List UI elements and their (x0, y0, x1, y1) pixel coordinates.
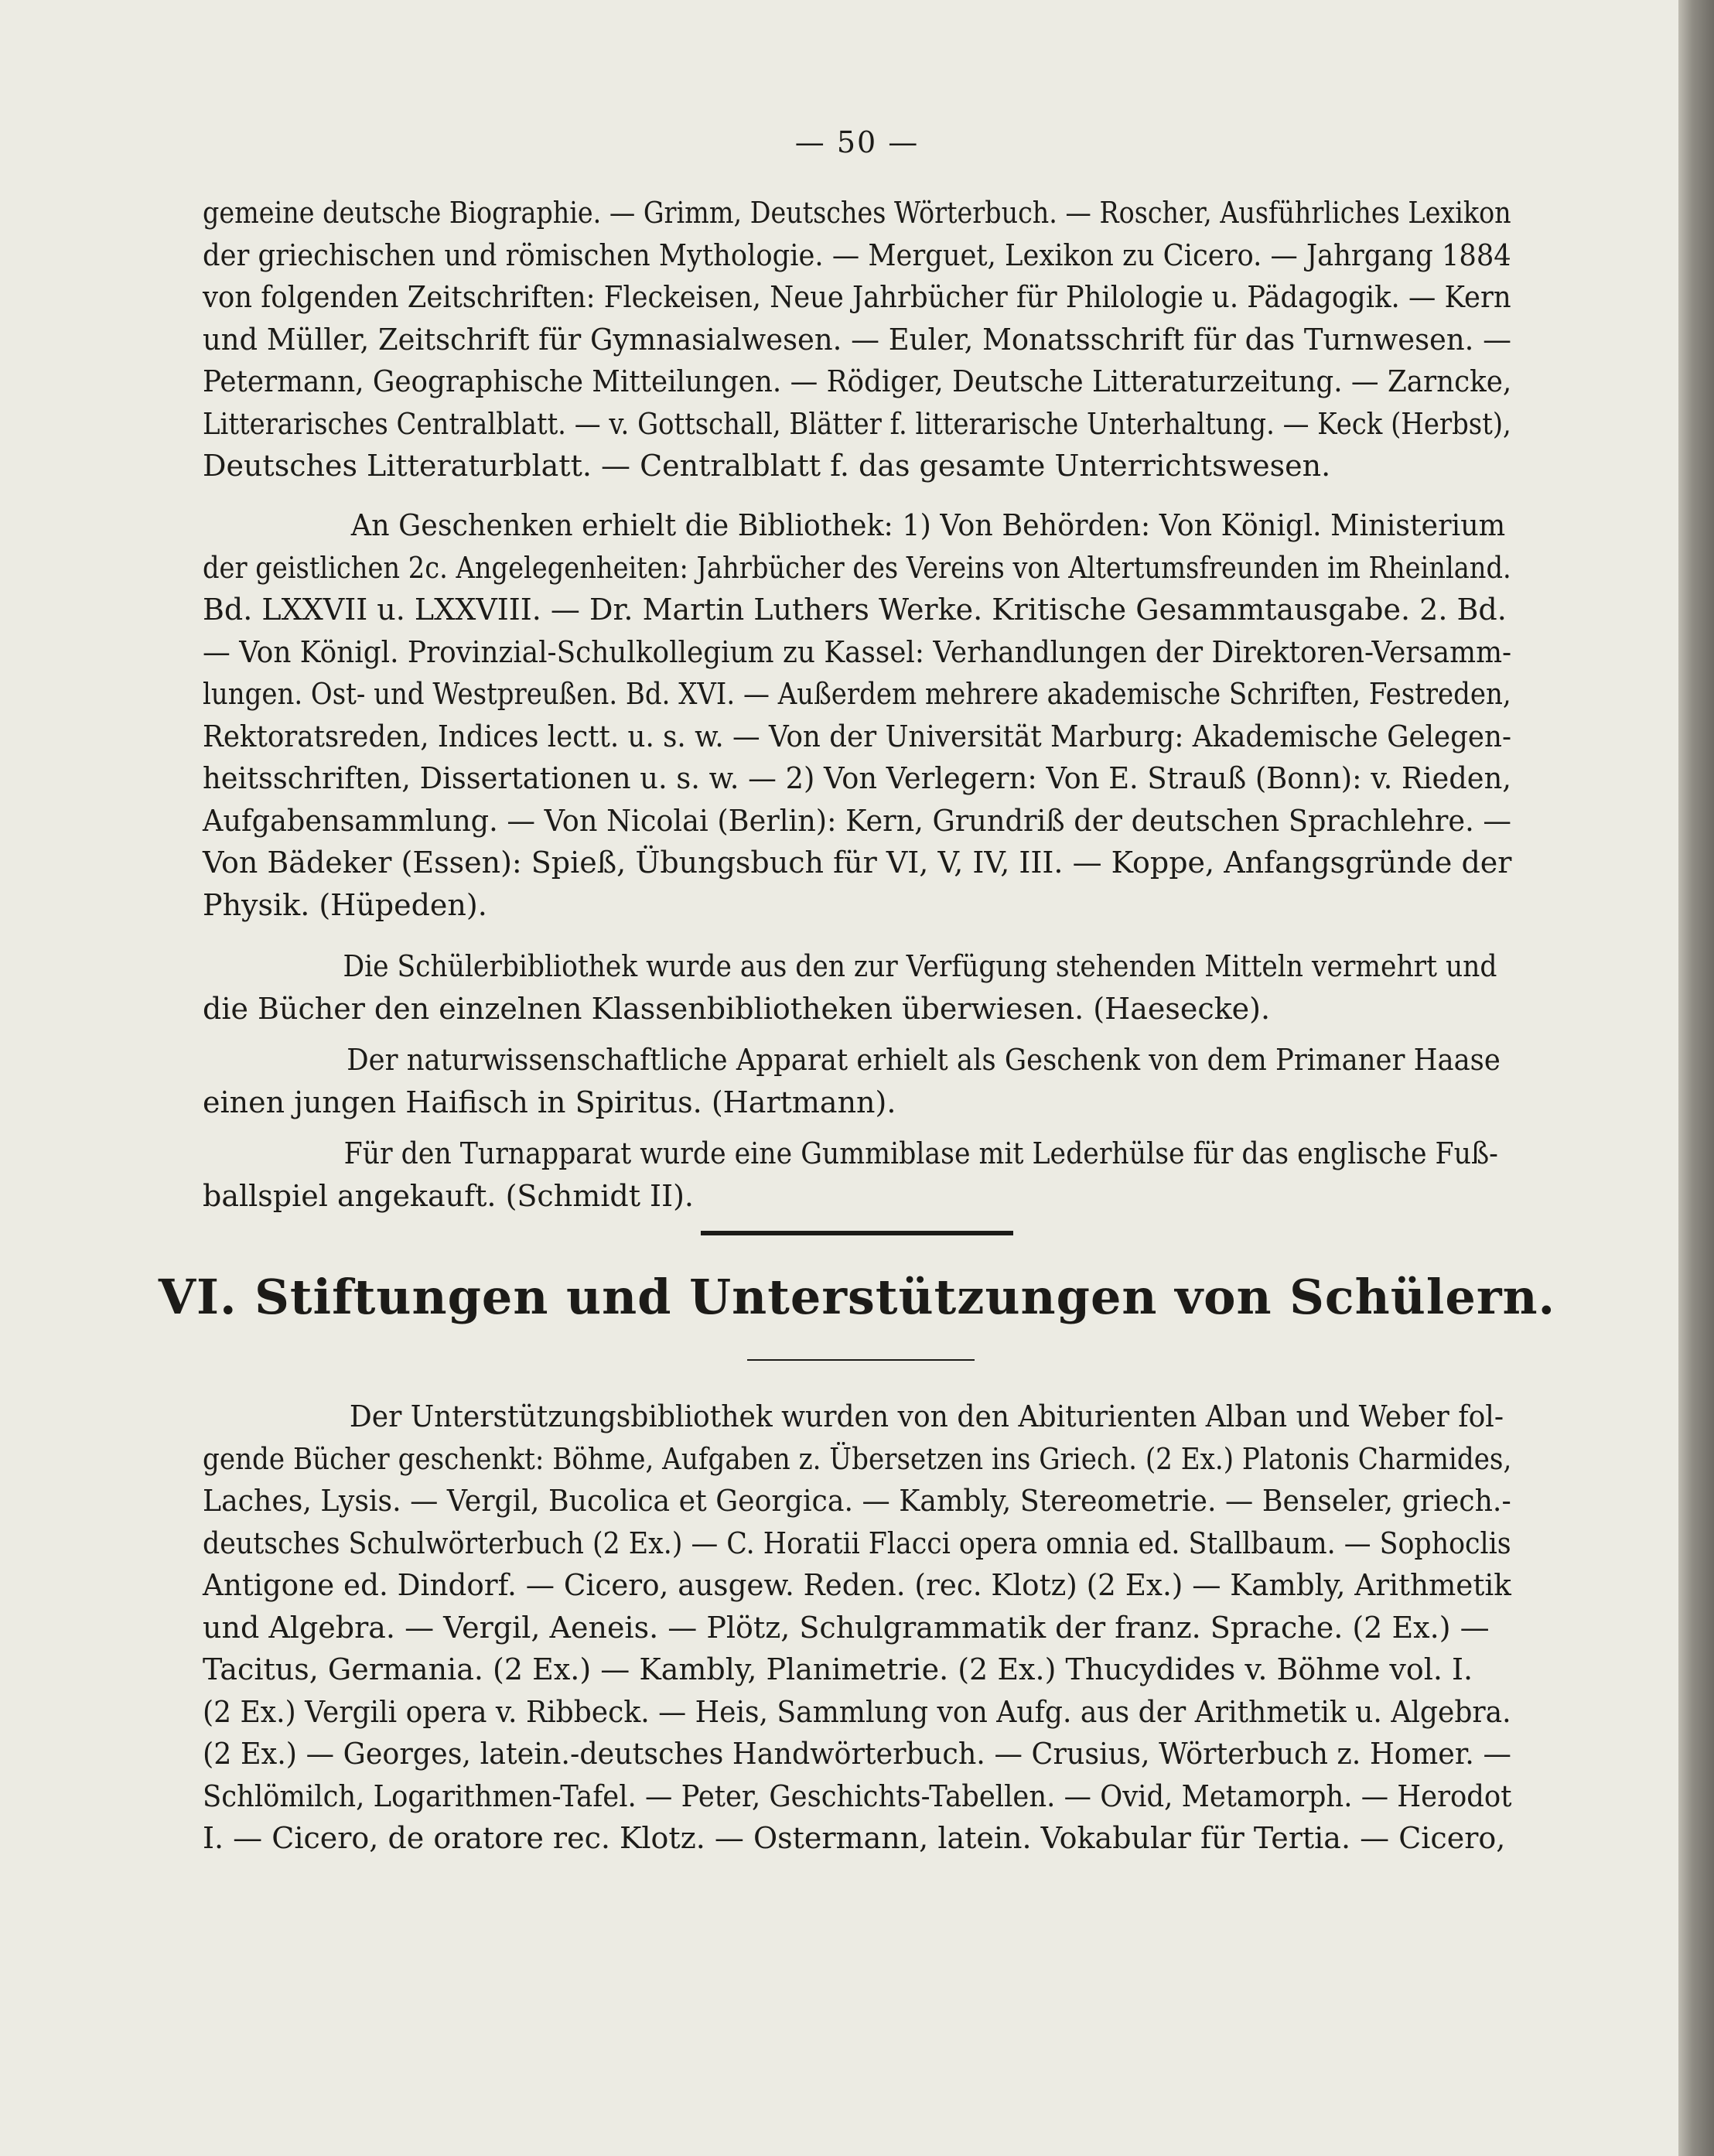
text-line: Der naturwissenschaftliche Apparat erhielt als Geschenk von dem Primaner Haase (347, 1043, 1501, 1077)
text-line: und Algebra. — Vergil, Aeneis. — Plötz, Schulgrammatik der franz. Sprache. (2 Ex.) — (203, 1610, 1490, 1645)
paragraph-turnapparat (203, 1133, 1511, 1217)
text-line: Litterarisches Centralblatt. — v. Gottschall, Blätter f. litterarische Unterhaltung. — Keck (Herbst), (203, 406, 1511, 441)
text-line: heitsschriften, Dissertationen u. s. w. — 2) Von Verlegern: Von E. Strauß (Bonn): v. Rieden, (203, 761, 1511, 795)
text-line: die Bücher den einzelnen Klassenbibliotheken überwiesen. (Haesecke). (203, 991, 1271, 1026)
section-divider-thick (701, 1231, 1013, 1235)
paragraph-stiftungen (203, 1396, 1511, 1860)
text-line: einen jungen Haifisch in Spiritus. (Hartmann). (203, 1085, 896, 1119)
text-line: Schlömilch, Logarithmen-Tafel. — Peter, Geschichts-Tabellen. — Ovid, Metamorph. — Herodot (203, 1778, 1512, 1813)
text-line: Für den Turnapparat wurde eine Gummiblase mit Lederhülse für das englische Fuß- (343, 1136, 1498, 1170)
text-line: deutsches Schulwörterbuch (2 Ex.) — C. Horatii Flacci opera omnia ed. Stallbaum. — Sophoclis (203, 1526, 1511, 1560)
text-line: Der Unterstützungsbibliothek wurden von den Abiturienten Alban und Weber fol- (349, 1399, 1504, 1433)
text-line: der griechischen und römischen Mythologie. — Merguet, Lexikon zu Cicero. — Jahrgang 1884 (203, 237, 1511, 272)
text-line: Die Schülerbibliothek wurde aus den zur Verfügung stehenden Mitteln vermehrt und (343, 949, 1497, 983)
text-line: Laches, Lysis. — Vergil, Bucolica et Georgica. — Kambly, Stereometrie. — Benseler, griech.- (203, 1484, 1511, 1518)
section-heading: VI. Stiftungen und Unterstützungen von Schülern. (158, 1269, 1556, 1325)
text-line: gemeine deutsche Biographie. — Grimm, Deutsches Wörterbuch. — Roscher, Ausführliches Lexikon (203, 196, 1511, 230)
text-line: der geistlichen 2c. Angelegenheiten: Jahrbücher des Vereins von Altertumsfreunden im Rheinland. (203, 550, 1511, 585)
text-line: und Müller, Zeitschrift für Gymnasialwesen. — Euler, Monatsschrift für das Turnwesen. — (203, 322, 1512, 357)
text-line: Petermann, Geographische Mitteilungen. — Rödiger, Deutsche Litteraturzeitung. — Zarncke, (203, 364, 1512, 398)
text-line: (2 Ex.) Vergili opera v. Ribbeck. — Heis, Sammlung von Aufg. aus der Arithmetik u. Algebra. (203, 1694, 1511, 1729)
page-edge-shadow (1678, 0, 1714, 2156)
text-line: Tacitus, Germania. (2 Ex.) — Kambly, Planimetrie. (2 Ex.) Thucydides v. Böhme vol. I. (203, 1652, 1473, 1686)
text-line: von folgenden Zeitschriften: Fleckeisen, Neue Jahrbücher für Philologie u. Pädagogik. — Kern (203, 280, 1511, 314)
text-line: Von Bädeker (Essen): Spieß, Übungsbuch für VI, V, IV, III. — Koppe, Anfangsgründe der (203, 846, 1512, 880)
text-line: Aufgabensammlung. — Von Nicolai (Berlin): Kern, Grundriß der deutschen Sprachlehre. — (203, 803, 1512, 838)
text-line: (2 Ex.) — Georges, latein.-deutsches Handwörterbuch. — Crusius, Wörterbuch z. Homer. — (203, 1737, 1511, 1771)
text-line: Rektoratsreden, Indices lectt. u. s. w. — Von der Universität Marburg: Akademische Gelegen- (203, 719, 1512, 753)
text-line: — Von Königl. Provinzial-Schulkollegium zu Kassel: Verhandlungen der Direktoren-Versamm- (203, 634, 1512, 669)
page-number: — 50 — (794, 125, 920, 159)
text-line: ballspiel angekauft. (Schmidt II). (203, 1178, 694, 1213)
text-line: I. — Cicero, de oratore rec. Klotz. — Ostermann, latein. Vokabular für Tertia. — Cicero, (203, 1821, 1506, 1855)
paragraph-schuelerbibliothek (203, 945, 1511, 1030)
paragraph-naturwissenschaft (203, 1039, 1511, 1123)
text-line: lungen. Ost- und Westpreußen. Bd. XVI. — Außerdem mehrere akademische Schriften, Festreden, (203, 677, 1511, 711)
text-line: Deutsches Litteraturblatt. — Centralblatt f. das gesamte Unterrichtswesen. (203, 449, 1331, 483)
text-line: Bd. LXXVII u. LXXVIII. — Dr. Martin Luthers Werke. Kritische Gesammtausgabe. 2. Bd. (203, 593, 1507, 627)
text-line: Antigone ed. Dindorf. — Cicero, ausgew. Reden. (rec. Klotz) (2 Ex.) — Kambly, Arithmetik (203, 1568, 1511, 1602)
paragraph-journals (203, 192, 1511, 487)
section-divider-thin (747, 1359, 975, 1361)
paragraph-gifts (203, 504, 1511, 926)
text-line: An Geschenken erhielt die Bibliothek: 1) Von Behörden: Von Königl. Ministerium (350, 508, 1506, 542)
text-line: Physik. (Hüpeden). (203, 887, 487, 922)
text-line: gende Bücher geschenkt: Böhme, Aufgaben z. Übersetzen ins Griech. (2 Ex.) Platonis Charmides, (203, 1441, 1512, 1476)
